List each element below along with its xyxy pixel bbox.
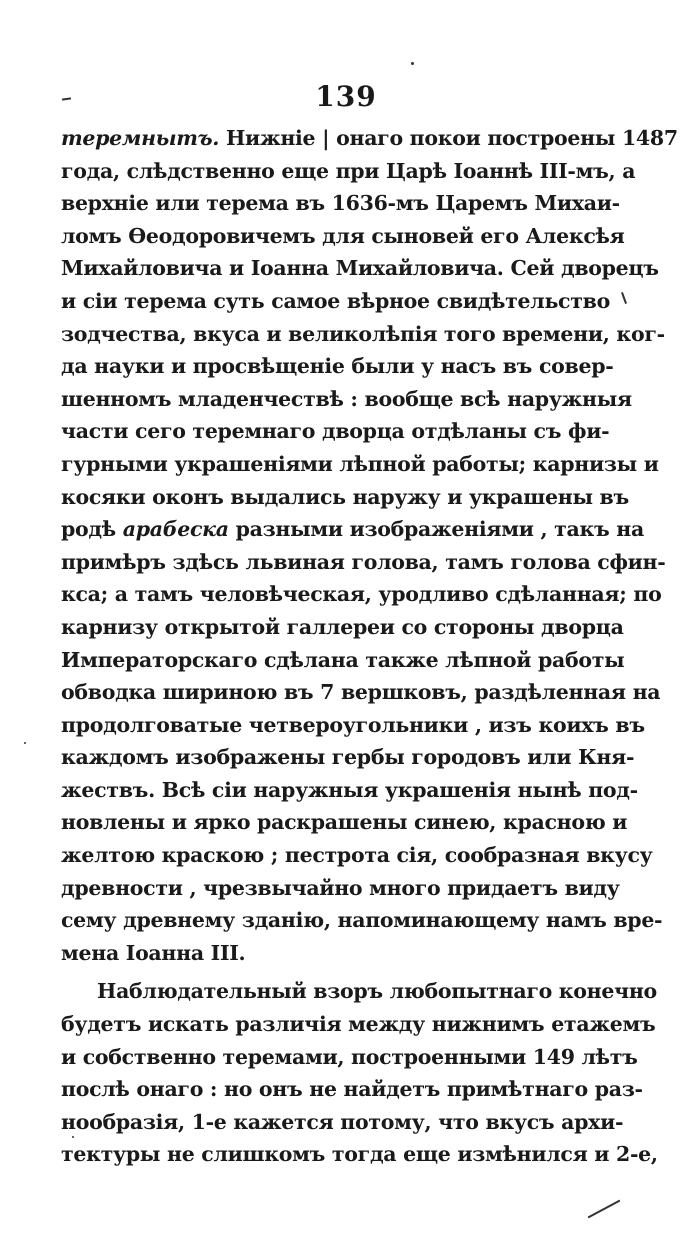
text-line: [61, 513, 644, 546]
text-line: примѣръ здѣсь львиная голова, тамъ голова сфин-: [61, 549, 666, 574]
paragraph-1: [61, 122, 678, 969]
text-line: карнизу открытой галлереи со стороны дворца: [61, 614, 624, 639]
speck: [588, 1200, 621, 1219]
text-line: нообразiя, 1-е кажется потому, что вкусъ архи-: [61, 1109, 624, 1134]
text-line: Императорскаго сдѣлана также лѣпной работы: [61, 647, 625, 672]
text-line: сему древнему зданiю, напоминающему намъ вре-: [61, 908, 663, 933]
paragraph-2: [61, 975, 658, 1171]
text-line: шенномъ младенчествѣ : вообще всѣ наружныя: [61, 386, 632, 411]
text-line: обводка шириною въ 7 вершковъ, раздѣленная на: [61, 680, 661, 705]
text-line: Наблюдательный взоръ любопытнаго конечно: [97, 979, 657, 1004]
text-line: Михайловича и Iоанна Михайловича. Сей дворецъ: [61, 256, 659, 281]
speck: [24, 742, 26, 744]
text-line: части сего теремнаго дворца отдѣланы съ фи-: [61, 419, 610, 444]
italic-word: теремныmъ.: [61, 126, 220, 150]
text-line: и собственно теремами, построенными 149 лѣтъ: [61, 1044, 638, 1069]
line-text: родѣ: [61, 517, 123, 542]
text-line: зодчества, вкуса и великолѣпiя того времени, ког-: [61, 321, 665, 346]
text-line: новлены и ярко раскрашены синею, красною и: [61, 810, 628, 835]
text-line: верхнiе или терема въ 1636-мъ Царемъ Михаи-: [61, 191, 620, 216]
text-line: древности , чрезвычайно много придаетъ виду: [61, 875, 620, 900]
text-line: жествъ. Всѣ сiи наружныя украшенiя нынѣ под-: [61, 777, 638, 802]
text-line: тектуры не слишкомъ тогда еще измѣнился и 2-е,: [61, 1142, 658, 1167]
line-text: разными изображенiями , такъ на: [228, 517, 644, 542]
text-line: кса; а тамъ человѣческая, уродливо сдѣланная; по: [61, 582, 662, 607]
page-number: 139: [315, 80, 377, 113]
text-line: продолговатые четвероугольники , изъ коихъ въ: [61, 712, 645, 737]
text-line: каждомъ изображены гербы городовъ или Кня-: [61, 745, 635, 770]
text-line: будетъ искать различiя между нижнимъ етажемъ: [61, 1012, 656, 1037]
text-line: да науки и просвѣщенiе были у насъ въ совер-: [61, 354, 614, 379]
italic-word: арабеска: [122, 517, 229, 542]
text-line: гурными украшенiями лѣпной работы; карнизы и: [61, 451, 659, 476]
speck: [621, 292, 627, 304]
body-text: [61, 122, 678, 1171]
line-text: Нижнiе | онаго покои построены 1487: [219, 126, 678, 150]
text-line: косяки оконъ выдались наружу и украшены въ: [61, 484, 629, 509]
text-line: желтою краскою ; пестрота сiя, сообразная вкусу: [61, 843, 653, 868]
speck: [411, 62, 414, 65]
speck: [72, 1136, 74, 1138]
text-line: мена Iоанна III.: [61, 940, 246, 965]
text-line: ломъ Ѳеодоровичемъ для сыновей его Алексѣя: [61, 223, 625, 248]
text-line: года, слѣдственно еще при Царѣ Iоаннѣ III-мъ, а: [61, 158, 636, 183]
text-line: [61, 122, 678, 155]
text-line: послѣ онаго : но онъ не найдетъ примѣтнаго раз-: [61, 1077, 643, 1102]
text-line: и сiи терема суть самое вѣрное свидѣтельство: [61, 288, 610, 313]
